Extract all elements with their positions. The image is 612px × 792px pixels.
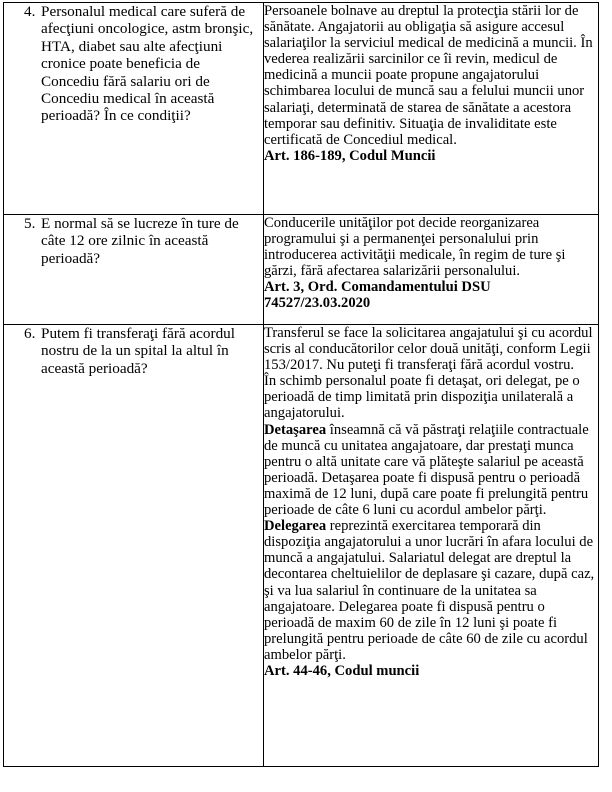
question-text: Personalul medical care suferă de afecţiuni oncologice, astm bronşic, HTA, diabet sau alte afecţiuni cronice poate beneficia de Concediu fără salariu ori de Concediu medical în această perioadă? În ce condiţii? bbox=[41, 3, 254, 125]
table-row bbox=[4, 3, 599, 215]
term-delegare: Delegarea bbox=[264, 518, 327, 535]
question-text: Putem fi transferaţi fără acordul nostru de la un spital la altul în această perioadă? bbox=[41, 325, 235, 377]
answer-paragraph: În schimb personalul poate fi detaşat, ori delegat, pe o perioadă de timp limitată prin dispoziţia unilaterală a angajatorului. bbox=[264, 373, 580, 422]
answer-paragraph bbox=[264, 422, 598, 519]
faq-table bbox=[3, 2, 599, 767]
table-row bbox=[4, 325, 599, 767]
term-detasare: Detaşarea bbox=[264, 421, 327, 438]
question-number: 6. bbox=[24, 325, 36, 342]
answer-text: Conducerile unităţilor pot decide reorganizarea programului şi a permanenţei personalului prin introducerea activităţii medicale, în regim de ture şi gărzi, fără afectarea salarizării personalului. bbox=[264, 215, 566, 280]
question-cell bbox=[4, 3, 264, 215]
legal-reference: Art. 3, Ord. Comandamentului DSU 74527/23.03.2020 bbox=[264, 279, 491, 312]
question-number: 4. bbox=[24, 3, 36, 20]
answer-paragraph: Transferul se face la solicitarea angajatului şi cu acordul scris al conducătorilor celor două unităţi, conform Legii 153/2017. Nu puteţi fi transferaţi fără acordul vostru. bbox=[264, 325, 593, 374]
answer-cell bbox=[264, 3, 599, 215]
answer-paragraph bbox=[264, 518, 598, 663]
answer-cell bbox=[264, 325, 599, 767]
term-definition: înseamnă că vă păstraţi relaţiile contractuale de muncă cu unitatea angajatoare, dar prestaţi munca pentru o altă unitate care vă plăteşte salariul pe această perioadă. Detaşarea poate fi dispusă pentru o perioadă maximă de 12 luni, după care poate fi prelungită pentru perioade de câte 6 luni cu acordul ambelor părţi. bbox=[264, 421, 589, 519]
answer-text: Persoanele bolnave au dreptul la protecţia stării lor de sănătate. Angajatorii au obligaţia să asigure accesul salariaţilor la serviciul medical de medicină a muncii. În vederea realizării sarcinilor ce îi revin, medicul de medicină a muncii poate propune angajatorului schimbarea locului de muncă sau a felului muncii unor salariaţi, determinată de starea de sănătate a acestora temporar sau definitiv. Situaţia de invaliditate este certificată de Concediul medical. bbox=[264, 3, 593, 148]
question-number: 5. bbox=[24, 215, 36, 232]
question-cell bbox=[4, 325, 264, 767]
question-text: E normal să se lucreze în ture de câte 12 ore zilnic în această perioadă? bbox=[41, 215, 239, 267]
legal-reference: Art. 186-189, Codul Muncii bbox=[264, 147, 436, 164]
question-cell bbox=[4, 215, 264, 325]
table-row bbox=[4, 215, 599, 325]
term-definition: reprezintă exercitarea temporară din dispoziţia angajatorului a unor lucrări în afara locului de muncă a angajatului. Salariatul delegat are dreptul la decontarea cheltuielilor de deplasare şi cazare, după caz, şi va lua salariul în continuare de la unitatea sa angajatoare. Delegarea poate fi dispusă pentru o perioadă de maxim 60 de zile în 12 luni şi poate fi prelungită pentru perioade de câte 60 de zile cu acordul ambelor părţi. bbox=[264, 518, 595, 663]
answer-cell bbox=[264, 215, 599, 325]
legal-reference: Art. 44-46, Codul muncii bbox=[264, 662, 420, 679]
